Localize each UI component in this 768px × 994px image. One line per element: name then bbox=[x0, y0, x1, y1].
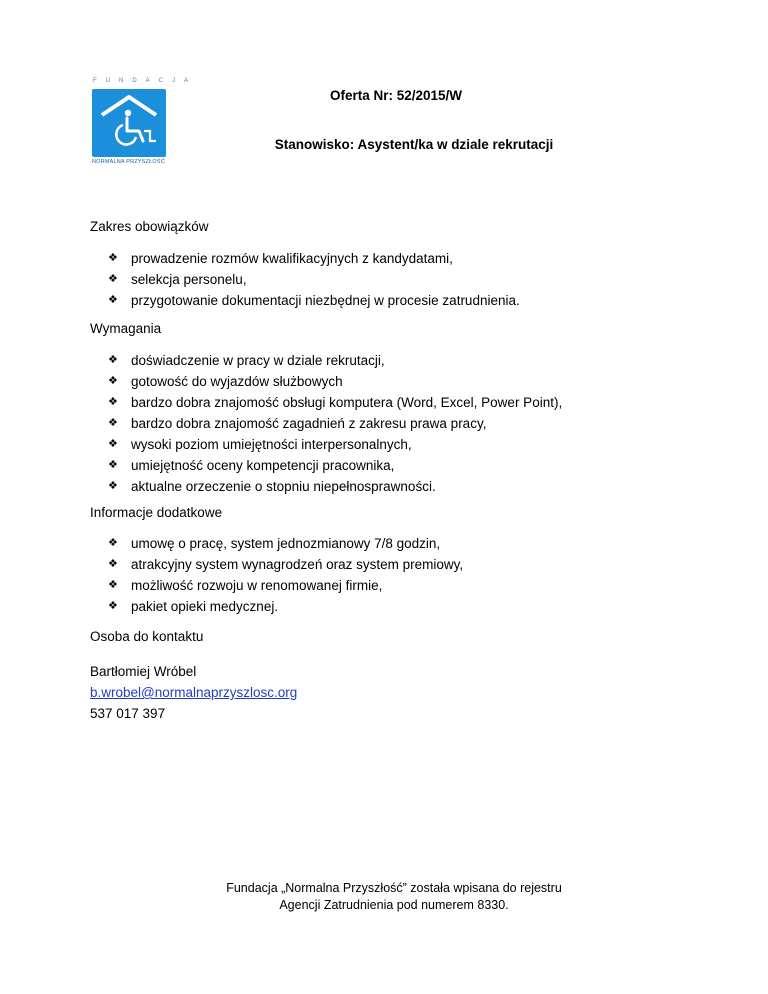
section-title-duties: Zakres obowiązków bbox=[90, 219, 209, 234]
diamond-bullet-icon: ❖ bbox=[108, 480, 118, 492]
position-title-text: Stanowisko: Asystent/ka w dziale rekrutacji bbox=[274, 137, 554, 152]
footer-note bbox=[0, 880, 768, 914]
logo-bottom-text: NORMALNA PRZYSZŁOŚĆ bbox=[92, 159, 165, 165]
list-item bbox=[108, 248, 520, 269]
list-item-text: przygotowanie dokumentacji niezbędnej w procesie zatrudnienia. bbox=[131, 293, 520, 308]
list-item bbox=[108, 554, 463, 575]
list-item bbox=[108, 596, 463, 617]
list-item bbox=[108, 350, 562, 371]
list-item-text: bardzo dobra znajomość zagadnień z zakresu prawa pracy, bbox=[131, 416, 487, 431]
contact-email-link[interactable]: b.wrobel@normalnaprzyszlosc.org bbox=[90, 685, 298, 700]
diamond-bullet-icon: ❖ bbox=[108, 354, 118, 366]
list-item-text: umiejętność oceny kompetencji pracownika, bbox=[131, 458, 395, 473]
position-title bbox=[0, 137, 768, 152]
list-item bbox=[108, 392, 562, 413]
contact-name: Bartłomiej Wróbel bbox=[90, 664, 197, 679]
list-item bbox=[108, 575, 463, 596]
diamond-bullet-icon: ❖ bbox=[108, 537, 118, 549]
list-item bbox=[108, 269, 520, 290]
footer-line-2: Agencji Zatrudnienia pod numerem 8330. bbox=[279, 898, 509, 912]
list-item-text: pakiet opieki medycznej. bbox=[131, 599, 279, 614]
section-title-contact: Osoba do kontaktu bbox=[90, 629, 204, 644]
list-item-text: wysoki poziom umiejętności interpersonalnych, bbox=[131, 437, 412, 452]
list-item-text: bardzo dobra znajomość obsługi komputera (Word, Excel, Power Point), bbox=[131, 395, 563, 410]
additional-info-list bbox=[108, 533, 463, 617]
offer-number-text: Oferta Nr: 52/2015/W bbox=[329, 88, 463, 103]
list-item-text: prowadzenie rozmów kwalifikacyjnych z kandydatami, bbox=[131, 251, 453, 266]
duties-list bbox=[108, 248, 520, 311]
contact-phone: 537 017 397 bbox=[90, 706, 166, 721]
list-item-text: aktualne orzeczenie o stopniu niepełnosprawności. bbox=[131, 479, 436, 494]
list-item-text: selekcja personelu, bbox=[131, 272, 247, 287]
diamond-bullet-icon: ❖ bbox=[108, 273, 118, 285]
diamond-bullet-icon: ❖ bbox=[108, 294, 118, 306]
diamond-bullet-icon: ❖ bbox=[108, 417, 118, 429]
list-item bbox=[108, 476, 562, 497]
contact-block bbox=[90, 661, 297, 724]
list-item bbox=[108, 455, 562, 476]
requirements-list bbox=[108, 350, 562, 497]
diamond-bullet-icon: ❖ bbox=[108, 459, 118, 471]
list-item bbox=[108, 290, 520, 311]
list-item-text: doświadczenie w pracy w dziale rekrutacji, bbox=[131, 353, 385, 368]
diamond-bullet-icon: ❖ bbox=[108, 375, 118, 387]
list-item-text: umowę o pracę, system jednozmianowy 7/8 godzin, bbox=[131, 536, 441, 551]
logo-top-text: FUNDACJA bbox=[93, 78, 198, 84]
list-item-text: możliwość rozwoju w renomowanej firmie, bbox=[131, 578, 383, 593]
diamond-bullet-icon: ❖ bbox=[108, 579, 118, 591]
list-item bbox=[108, 434, 562, 455]
list-item-text: atrakcyjny system wynagrodzeń oraz system premiowy, bbox=[131, 557, 464, 572]
diamond-bullet-icon: ❖ bbox=[108, 600, 118, 612]
footer-line-1: Fundacja „Normalna Przyszłość” została wpisana do rejestru bbox=[226, 881, 562, 895]
diamond-bullet-icon: ❖ bbox=[108, 396, 118, 408]
section-title-additional-info: Informacje dodatkowe bbox=[90, 505, 223, 520]
list-item bbox=[108, 533, 463, 554]
diamond-bullet-icon: ❖ bbox=[108, 558, 118, 570]
list-item-text: gotowość do wyjazdów służbowych bbox=[131, 374, 343, 389]
section-title-requirements: Wymagania bbox=[90, 321, 162, 336]
diamond-bullet-icon: ❖ bbox=[108, 252, 118, 264]
list-item bbox=[108, 371, 562, 392]
list-item bbox=[108, 413, 562, 434]
offer-number bbox=[0, 88, 768, 103]
diamond-bullet-icon: ❖ bbox=[108, 438, 118, 450]
